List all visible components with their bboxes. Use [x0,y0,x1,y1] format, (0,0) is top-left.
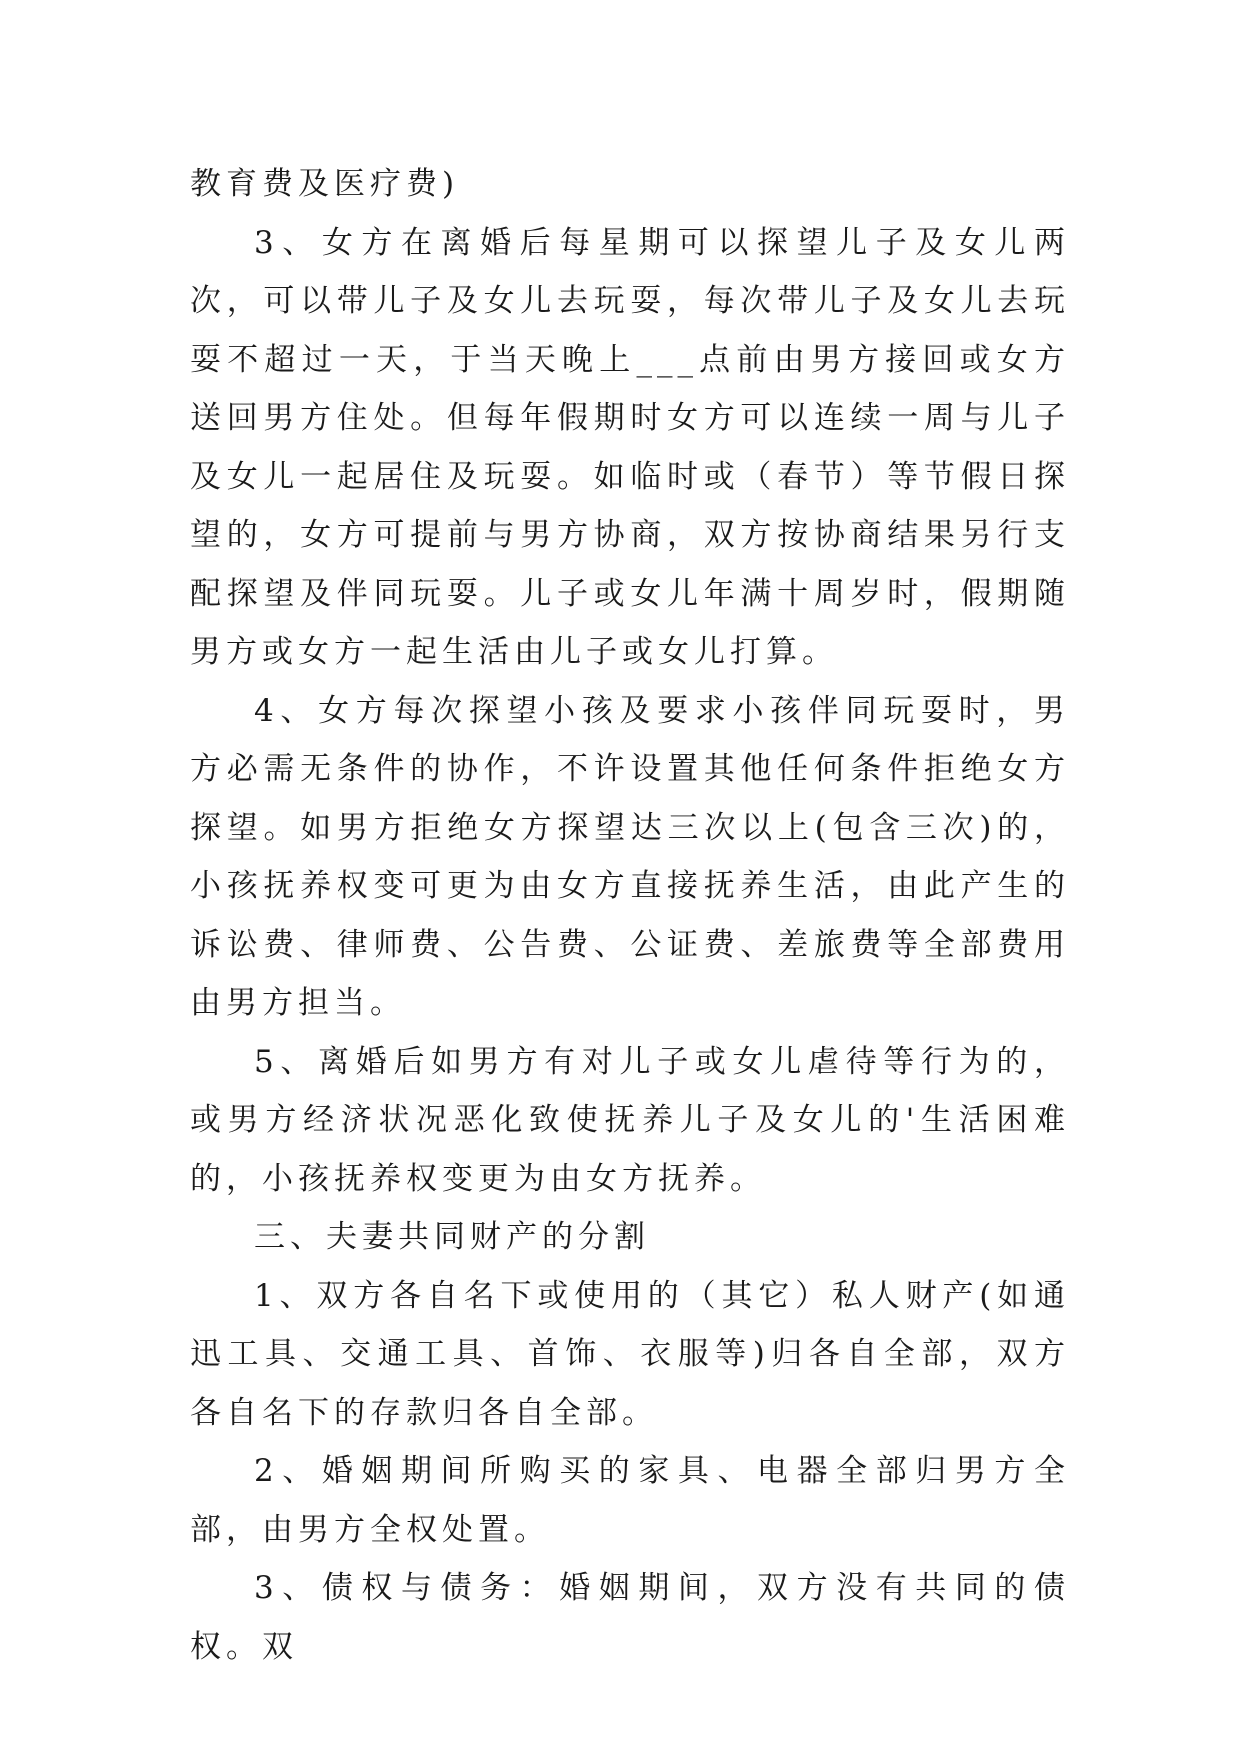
paragraph-property-clause-3: 3、债权与债务：婚姻期间，双方没有共同的债权。双 [190,1570,1070,1665]
paragraph-property-clause-2: 2、婚姻期间所购买的家具、电器全部归男方全部，由男方全权处置。 [190,1453,1070,1548]
paragraph-property-clause-1: 1、双方各自名下或使用的（其它）私人财产(如通迅工具、交通工具、首饰、衣服等)归各自全部，双方各自名下的存款归各自全部。 [190,1277,1070,1431]
paragraph-clause-3-visitation: 3、女方在离婚后每星期可以探望儿子及女儿两次，可以带儿子及女儿去玩耍，每次带儿子及女儿去玩耍不超过一天，于当天晚上___点前由男方接回或女方送回男方住处。但每年假期时女方可以连续一周与儿子及女儿一起居住及玩耍。如临时或（春节）等节假日探望的，女方可提前与男方协商，双方按协商结果另行支配探望及伴同玩耍。儿子或女儿年满十周岁时，假期随男方或女方一起生活由儿子或女儿打算。 [190,224,1070,670]
document-body [190,155,1070,1676]
paragraph-continuation: 教育费及医疗费) [190,166,460,202]
paragraph-clause-4-cooperation: 4、女方每次探望小孩及要求小孩伴同玩耍时，男方必需无条件的协作，不许设置其他任何条件拒绝女方探望。如男方拒绝女方探望达三次以上(包含三次)的，小孩抚养权变可更为由女方直接抚养生活，由此产生的诉讼费、律师费、公告费、公证费、差旅费等全部费用由男方担当。 [190,692,1070,1021]
paragraph-clause-5-custody-change: 5、离婚后如男方有对儿子或女儿虐待等行为的，或男方经济状况恶化致使抚养儿子及女儿的'生活困难的，小孩抚养权变更为由女方抚养。 [190,1043,1070,1197]
section-heading-property-division: 三、夫妻共同财产的分割 [254,1219,650,1255]
